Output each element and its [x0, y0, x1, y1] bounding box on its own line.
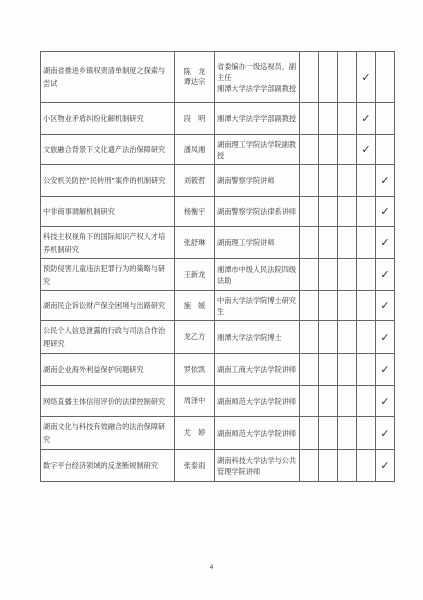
table-row [41, 386, 395, 417]
category-check-cell [376, 103, 395, 135]
researcher-name-cell: 尤 婷 [175, 417, 215, 450]
category-check-cell [319, 386, 338, 417]
category-check-cell [319, 197, 338, 227]
table-row [41, 291, 395, 321]
page-number: 4 [209, 564, 214, 571]
table-row [41, 197, 395, 227]
category-check-cell [338, 227, 357, 259]
table-row [41, 135, 395, 165]
category-check-cell [300, 197, 319, 227]
category-check-cell [319, 291, 338, 321]
category-check-cell [338, 103, 357, 135]
category-check-cell [357, 386, 376, 417]
project-title-cell: 网络直播主体信用评价的法律控制研究 [41, 386, 175, 417]
affiliation-cell: 湖南理工学院法学院副教授 [215, 135, 300, 165]
category-check-cell [319, 259, 338, 291]
project-title-cell: 文旅融合背景下文化遗产法治保障研究 [41, 135, 175, 165]
category-check-cell [319, 52, 338, 103]
project-title-cell: 科技主权视角下的国际知识产权人才培养机制研究 [41, 227, 175, 259]
category-check-cell [376, 52, 395, 103]
category-check-cell [319, 417, 338, 450]
affiliation-cell: 湖南科技大学法学与公共管理学院讲师 [215, 450, 300, 482]
table-row [41, 103, 395, 135]
category-check-cell: ✓ [376, 321, 395, 354]
category-check-cell [300, 386, 319, 417]
project-title-cell: 预防侵害儿童违法犯罪行为的策略与研究 [41, 259, 175, 291]
category-check-cell [319, 354, 338, 386]
category-check-cell: ✓ [357, 103, 376, 135]
affiliation-cell: 湖南警察学院法律系讲师 [215, 197, 300, 227]
category-check-cell [357, 227, 376, 259]
table-row [41, 354, 395, 386]
category-check-cell [319, 450, 338, 482]
category-check-cell [357, 417, 376, 450]
researcher-name-cell: 潘凤湘 [175, 135, 215, 165]
researcher-name-cell: 陈 龙 谭达宗 [175, 52, 215, 103]
affiliation-cell: 湖南师范大学法学院讲师 [215, 417, 300, 450]
category-check-cell: ✓ [376, 165, 395, 197]
project-title-cell: 湖南文化与科技有效融合的法治保障研究 [41, 417, 175, 450]
project-title-cell: 数字平台经济领域的反垄断规制研究 [41, 450, 175, 482]
table-row [41, 227, 395, 259]
project-table-body [41, 52, 395, 482]
category-check-cell [300, 321, 319, 354]
table-row [41, 259, 395, 291]
category-check-cell [357, 321, 376, 354]
category-check-cell [319, 321, 338, 354]
category-check-cell [357, 259, 376, 291]
category-check-cell: ✓ [376, 259, 395, 291]
affiliation-cell: 湖南理工学院讲师 [215, 227, 300, 259]
category-check-cell [357, 197, 376, 227]
project-title-cell: 湖南企业海外利益保护问题研究 [41, 354, 175, 386]
researcher-name-cell: 罗依凯 [175, 354, 215, 386]
category-check-cell [319, 135, 338, 165]
category-check-cell [338, 417, 357, 450]
category-check-cell [357, 291, 376, 321]
category-check-cell [338, 135, 357, 165]
researcher-name-cell: 张舒琳 [175, 227, 215, 259]
category-check-cell: ✓ [376, 197, 395, 227]
category-check-cell: ✓ [357, 135, 376, 165]
category-check-cell [357, 354, 376, 386]
researcher-name-cell: 周泽中 [175, 386, 215, 417]
affiliation-cell: 湖南工商大学法学院讲师 [215, 354, 300, 386]
category-check-cell [300, 165, 319, 197]
category-check-cell: ✓ [357, 52, 376, 103]
category-check-cell [300, 417, 319, 450]
category-check-cell [338, 291, 357, 321]
affiliation-cell: 湖南警察学院讲师 [215, 165, 300, 197]
category-check-cell: ✓ [376, 291, 395, 321]
category-check-cell [338, 321, 357, 354]
category-check-cell: ✓ [376, 227, 395, 259]
project-title-cell: 公安机关防控“民转刑”案件的机制研究 [41, 165, 175, 197]
category-check-cell [300, 103, 319, 135]
table-row [41, 450, 395, 482]
project-title-cell: 湖南省推进乡镇权责清单制度之探索与尝试 [41, 52, 175, 103]
table-row [41, 417, 395, 450]
project-title-cell: 公民个人信息泄露的行政与司法合作治理研究 [41, 321, 175, 354]
category-check-cell [357, 450, 376, 482]
category-check-cell [357, 165, 376, 197]
category-check-cell: ✓ [376, 417, 395, 450]
category-check-cell [338, 354, 357, 386]
researcher-name-cell: 龙乙方 [175, 321, 215, 354]
project-title-cell: 中非商事调解机制研究 [41, 197, 175, 227]
category-check-cell [300, 135, 319, 165]
researcher-name-cell: 段 明 [175, 103, 215, 135]
category-check-cell [300, 450, 319, 482]
category-check-cell: ✓ [376, 386, 395, 417]
table-row [41, 321, 395, 354]
affiliation-cell: 湖南师范大学法学院讲师 [215, 386, 300, 417]
affiliation-cell: 湘潭大学法学学部副教授 [215, 103, 300, 135]
affiliation-cell: 中南大学法学院博士研究生 [215, 291, 300, 321]
category-check-cell [300, 354, 319, 386]
affiliation-cell: 省委编办一级巡视员、副主任 湘潭大学法学学部副教授 [215, 52, 300, 103]
category-check-cell [300, 259, 319, 291]
category-check-cell [319, 227, 338, 259]
category-check-cell [300, 227, 319, 259]
affiliation-cell: 湘潭市中级人民法院四级法助 [215, 259, 300, 291]
researcher-name-cell: 张泰雨 [175, 450, 215, 482]
project-table [40, 51, 395, 482]
project-title-cell: 小区物业矛盾纠纷化解机制研究 [41, 103, 175, 135]
category-check-cell: ✓ [376, 354, 395, 386]
researcher-name-cell: 杨衡宇 [175, 197, 215, 227]
researcher-name-cell: 王新龙 [175, 259, 215, 291]
category-check-cell [338, 52, 357, 103]
category-check-cell: ✓ [376, 450, 395, 482]
category-check-cell [319, 165, 338, 197]
category-check-cell [319, 103, 338, 135]
table-row [41, 165, 395, 197]
researcher-name-cell: 施 媛 [175, 291, 215, 321]
category-check-cell [338, 386, 357, 417]
affiliation-cell: 湘潭大学法学院博士 [215, 321, 300, 354]
category-check-cell [338, 450, 357, 482]
category-check-cell [300, 291, 319, 321]
category-check-cell [338, 197, 357, 227]
table-row [41, 52, 395, 103]
category-check-cell [300, 52, 319, 103]
category-check-cell [376, 135, 395, 165]
category-check-cell [338, 259, 357, 291]
project-title-cell: 湖南民企诉讼财产保全困境与出路研究 [41, 291, 175, 321]
researcher-name-cell: 刘筱哲 [175, 165, 215, 197]
category-check-cell [338, 165, 357, 197]
